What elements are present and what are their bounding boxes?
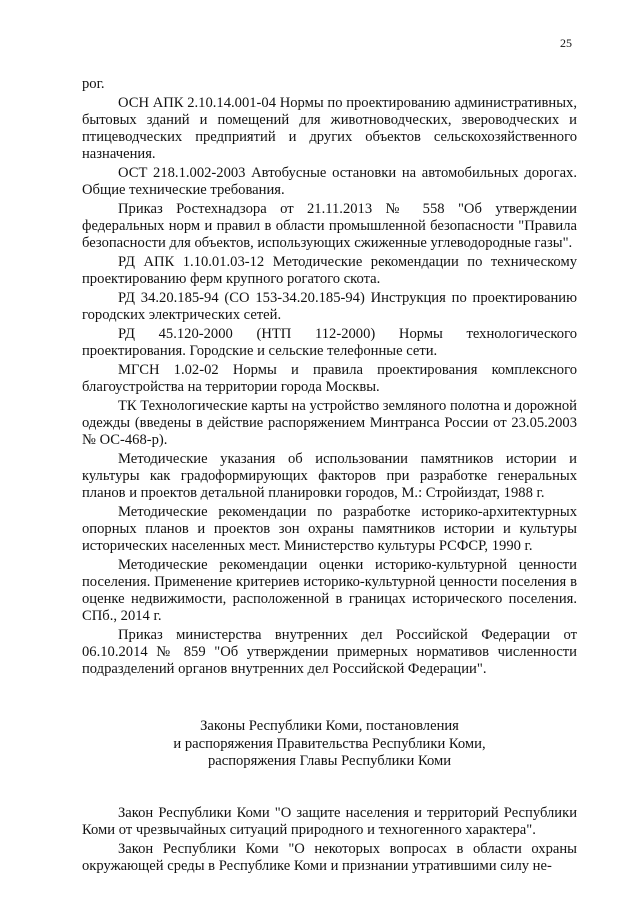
paragraph-mvd-order: Приказ министерства внутренних дел Российской Федерации от 06.10.2014 № 859 "Об утверждении примерных нормативов численности подразделений органов внутренних дел Российской Федерации". bbox=[82, 627, 577, 677]
paragraph-rd-apk: РД АПК 1.10.01.03-12 Методические рекомендации по техническому проектированию ферм крупного рогатого скота. bbox=[82, 254, 577, 287]
paragraph-rd-45: РД 45.120-2000 (НТП 112-2000) Нормы технологического проектирования. Городские и сельские телефонные сети. bbox=[82, 326, 577, 359]
paragraph-tk: ТК Технологические карты на устройство земляного полотна и дорожной одежды (введены в действие распоряжением Минтранса России от 23.05.2003 № ОС-468-р). bbox=[82, 398, 577, 448]
paragraph-method-recommendations-value: Методические рекомендации оценки историко-культурной ценности поселения. Применение критериев историко-культурной ценности поселения в оценке недвижимости, расположенной в границах исторического поселения. СПб., 2014 г. bbox=[82, 557, 577, 624]
paragraph-komi-law-emergencies: Закон Республики Коми "О защите населения и территорий Республики Коми от чрезвычайных ситуаций природного и техногенного характера". bbox=[82, 804, 577, 838]
paragraph-komi-law-environment: Закон Республики Коми "О некоторых вопросах в области охраны окружающей среды в Республике Коми и признании утратившими силу не- bbox=[82, 840, 577, 874]
section-heading-line: распоряжения Главы Республики Коми bbox=[207, 753, 452, 769]
section-heading-line: Законы Республики Коми, постановления bbox=[200, 718, 459, 734]
section-heading bbox=[82, 718, 577, 771]
page-number: 25 bbox=[560, 36, 572, 50]
paragraph-continuation: рог. bbox=[82, 76, 105, 92]
paragraph-ost-218: ОСТ 218.1.002-2003 Автобусные остановки на автомобильных дорогах. Общие технические требования. bbox=[82, 165, 577, 198]
paragraph-method-guidelines: Методические указания об использовании памятников истории и культуры как градоформирующих факторов при разработке генеральных планов и проектов детальной планировки городов, М.: Стройиздат, 1988 г. bbox=[82, 451, 577, 501]
paragraph-rd-34: РД 34.20.185-94 (СО 153-34.20.185-94) Инструкция по проектированию городских электрических сетей. bbox=[82, 290, 577, 323]
section-heading-line: и распоряжения Правительства Республики Коми, bbox=[173, 735, 486, 752]
paragraph-mgsn: МГСН 1.02-02 Нормы и правила проектирования комплексного благоустройства на территории города Москвы. bbox=[82, 362, 577, 395]
paragraph-method-recommendations-plans: Методические рекомендации по разработке историко-архитектурных опорных планов и проектов зон охраны памятников истории и культуры исторических населенных мест. Министерство культуры РСФСР, 1990 г. bbox=[82, 504, 577, 554]
paragraph-rostekhnadzor-order: Приказ Ростехнадзора от 21.11.2013 № 558 "Об утверждении федеральных норм и правил в области промышленной безопасности "Правила безопасности для объектов, использующих сжиженные углеводородные газы". bbox=[82, 201, 577, 251]
paragraph-osn-apk: ОСН АПК 2.10.14.001-04 Нормы по проектированию административных, бытовых зданий и помещений для животноводческих, звероводческих и птицеводческих предприятий и других объектов сельскохозяйственного назначения. bbox=[82, 95, 577, 162]
document-body bbox=[82, 76, 577, 877]
